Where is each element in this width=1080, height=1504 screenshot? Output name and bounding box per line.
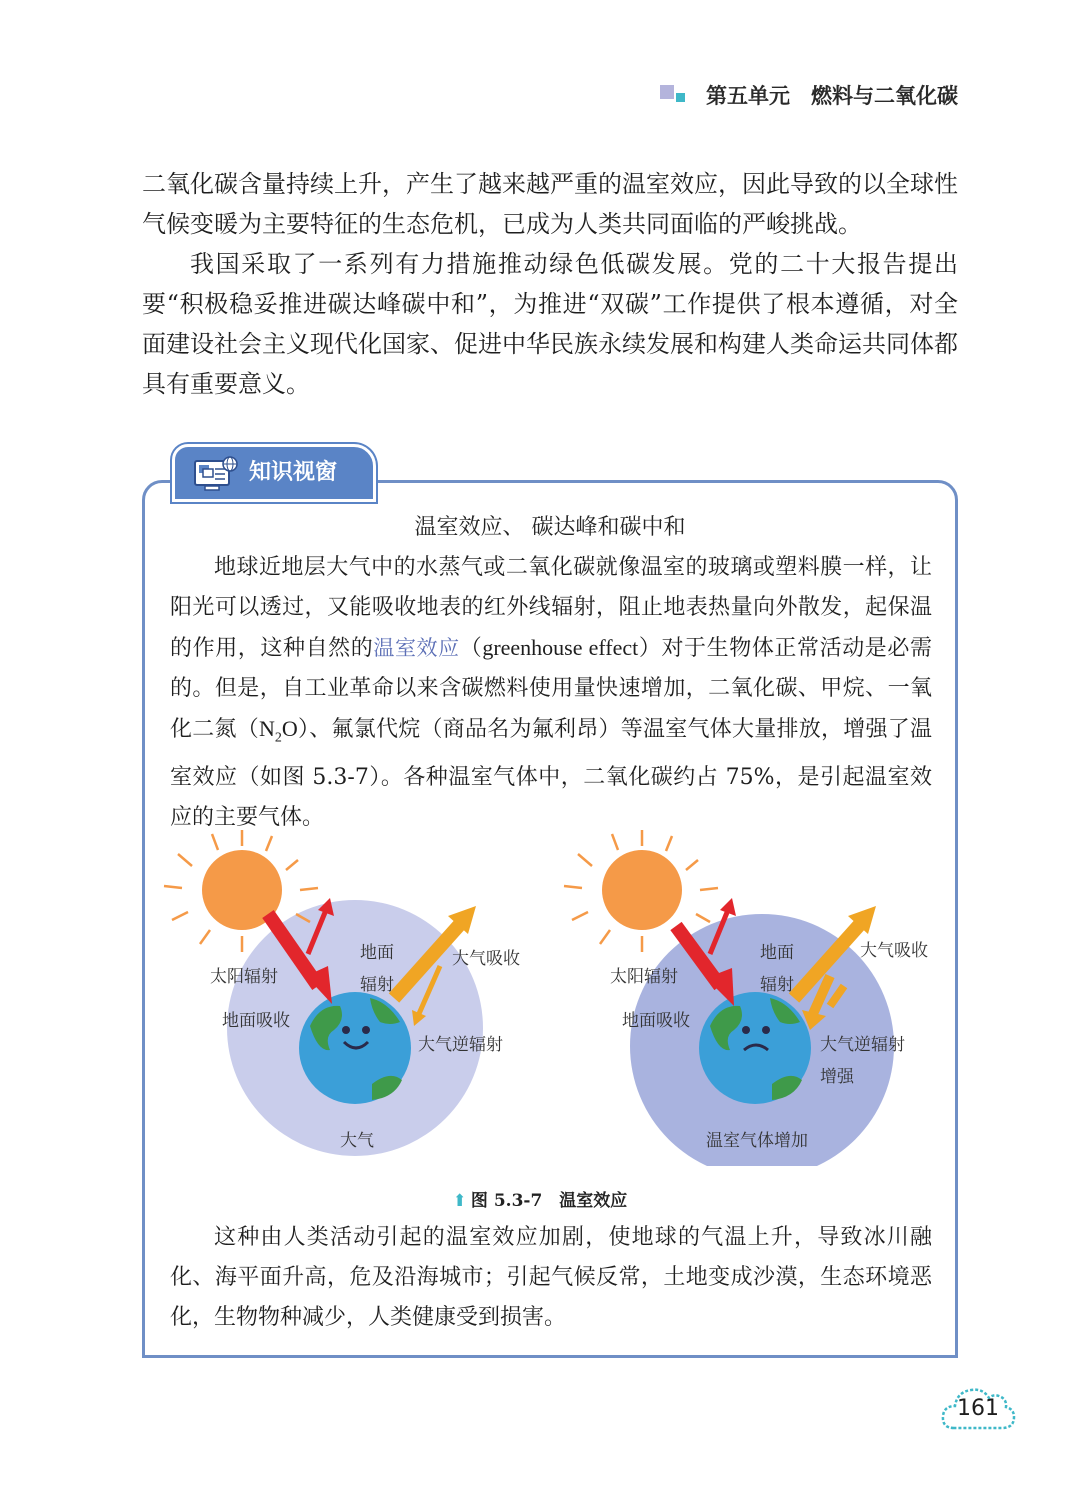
- knowledge-box-heading: 温室效应、 碳达峰和碳中和: [414, 515, 686, 540]
- kb-p1-part3: ）、氟氯代烷（商品名为氟利昂）等温室气体大量排放，增强了温室效应（如图 5.3-7）。各种温室气体中，二氧化碳约占 75%，是引起温室效应的主要气体。: [170, 717, 932, 831]
- right-label-ghg: 温室气体增加: [706, 1131, 808, 1151]
- right-label-enhanced: 增强: [820, 1067, 854, 1087]
- left-label-ground-2: 辐射: [360, 975, 394, 995]
- left-label-atmo-back: 大气逆辐射: [418, 1035, 503, 1055]
- page-number: 161: [957, 1396, 999, 1421]
- right-panel: [564, 830, 894, 1166]
- greenhouse-diagram-svg: [150, 826, 950, 1166]
- knowledge-box-title: 知识视窗: [249, 460, 338, 485]
- figure-caption: [0, 1186, 1080, 1211]
- greenhouse-effect-term: 温室效应: [373, 636, 460, 660]
- n2o-formula: $N_2O$: [259, 716, 298, 746]
- figure-caption-text: 图 5.3-7 温室效应: [470, 1191, 628, 1211]
- left-label-solar: 太阳辐射: [210, 967, 278, 987]
- kb-p1-part1: 地球近地层大气中的水蒸气或二氧化碳就像温室的玻璃或塑料膜一样，让阳光可以透过，又能吸收地表的红外线辐射，阻止地表热量向外散发，起保温的作用，这种自然的: [170, 555, 932, 661]
- left-label-ground-absorb: 地面吸收: [222, 1011, 290, 1031]
- right-label-ground-2: 辐射: [760, 975, 794, 995]
- page-number-badge: [940, 1382, 1016, 1434]
- left-panel: [164, 830, 483, 1156]
- greenhouse-diagram: [150, 826, 950, 1166]
- right-label-atmo-back: 大气逆辐射: [820, 1035, 905, 1055]
- knowledge-paragraph-1: [170, 548, 932, 838]
- computer-globe-icon: [193, 455, 239, 493]
- kb-p2: 这种由人类活动引起的温室效应加剧，使地球的气温上升，导致冰川融化、海平面升高，危及沿海城市；引起气候反常，土地变成沙漠，生态环境恶化，生物物种减少，人类健康受到损害。: [170, 1225, 932, 1330]
- intro-paragraph-2: 我国采取了一系列有力措施推动绿色低碳发展。党的二十大报告提出要“积极稳妥推进碳达峰碳中和”，为推进“双碳”工作提供了根本遵循，对全面建设社会主义现代化国家、促进中华民族永续发展和构建人类命运共同体都具有重要意义。: [142, 250, 958, 398]
- intro-text: [142, 164, 958, 404]
- kb-p1-part2: 对于生物体正常活动是必需的。但是，自工业革命以来含碳燃料使用量快速增加，二氧化碳、甲烷、一氧化二氮（: [170, 636, 932, 742]
- greenhouse-effect-english: （greenhouse effect）: [459, 635, 662, 660]
- intro-paragraph-1: 二氧化碳含量持续上升，产生了越来越严重的温室效应，因此导致的以全球性气候变暖为主要特征的生态危机，已成为人类共同面临的严峻挑战。: [142, 170, 958, 238]
- header-squares-icon: [660, 83, 686, 107]
- knowledge-box-tab: [172, 444, 376, 502]
- left-label-atmo-absorb: 大气吸收: [452, 949, 520, 969]
- unit-title: 第五单元 燃料与二氧化碳: [706, 84, 958, 108]
- right-label-ground-1: 地面: [760, 943, 794, 963]
- left-label-ground-1: 地面: [360, 943, 394, 963]
- right-label-ground-absorb: 地面吸收: [622, 1011, 690, 1031]
- right-label-solar: 太阳辐射: [610, 967, 678, 987]
- left-label-atmosphere: 大气: [340, 1131, 374, 1151]
- knowledge-paragraph-2: [170, 1218, 932, 1338]
- caption-arrow-icon: ⬆: [452, 1191, 467, 1211]
- running-header: [660, 80, 958, 110]
- right-label-atmo-absorb: 大气吸收: [860, 941, 928, 961]
